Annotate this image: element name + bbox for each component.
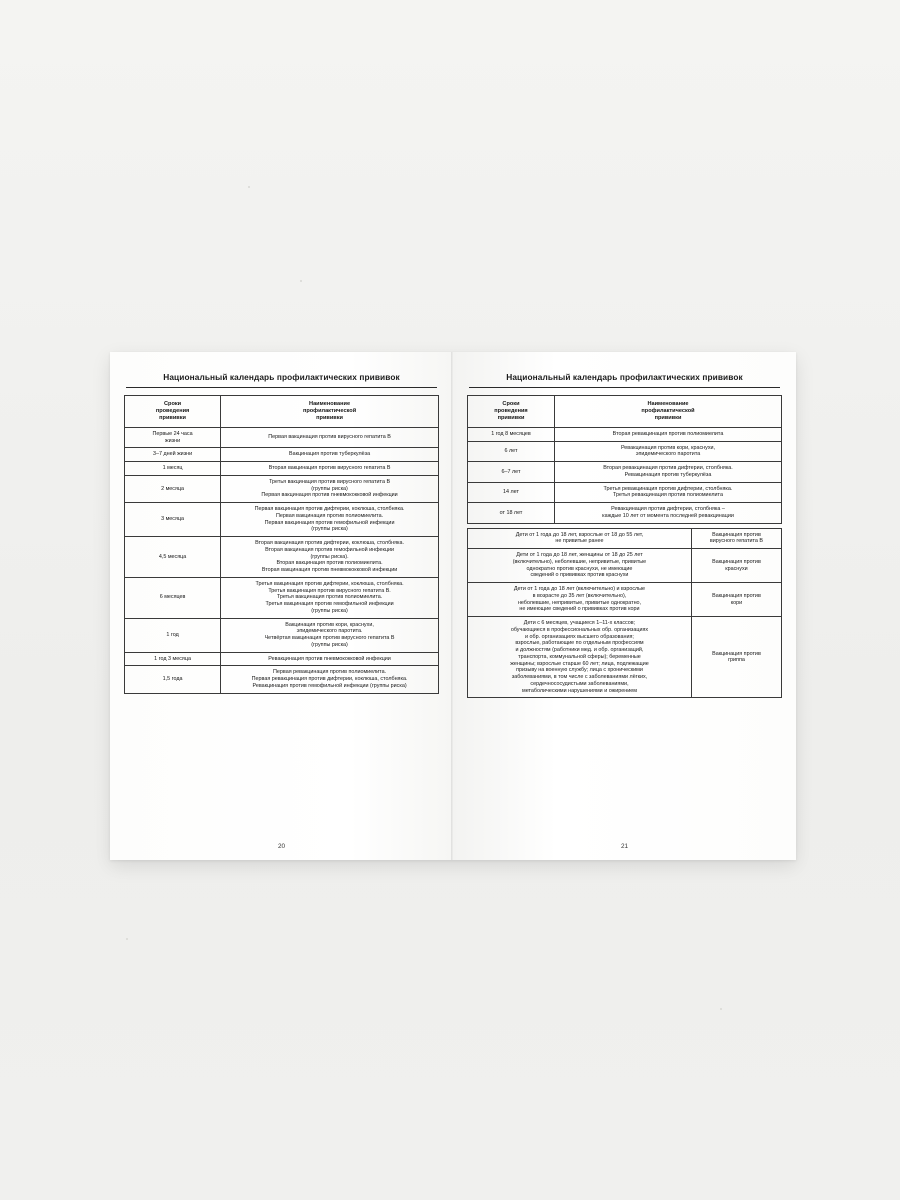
cell-term: от 18 лет (468, 503, 555, 524)
cell-vaccine: Ревакцинация против кори, краснухи, эпидемического паротита (554, 441, 781, 462)
cell-vaccine: Вакцинация против вирусного гепатита В (691, 528, 781, 549)
table-row (468, 462, 782, 483)
cell-group-description: Дети от 1 года до 18 лет, женщины от 18 до 25 лет (включительно), неболевшие, непривитые, привитые однократно против краснухи, не имеющие сведений о прививках против краснухи (468, 549, 692, 583)
cell-vaccine: Вакцинация против кори (691, 583, 781, 617)
cell-term: 3–7 дней жизни (125, 448, 221, 462)
column-header-terms: Сроки проведения прививки (468, 396, 555, 428)
cell-term: 14 лет (468, 482, 555, 503)
cell-vaccine: Вакцинация против кори, краснухи, эпидемического паротита. Четвёртая вакцинация против вирусного гепатита В (группы риска) (221, 618, 439, 652)
cell-term: 1 месяц (125, 462, 221, 476)
cell-term: 1 год (125, 618, 221, 652)
table-row (468, 427, 782, 441)
right-page (453, 352, 796, 860)
vaccination-table-left (124, 395, 439, 694)
cell-vaccine: Третья вакцинация против вирусного гепатита В (группы риска) Первая вакцинация против пневмококковой инфекции (221, 475, 439, 502)
cell-vaccine: Первая ревакцинация против полиомиелита. Первая ревакцинация против дифтерии, коклюша, столбняка. Ревакцинация против гемофильной инфекции (группы риска) (221, 666, 439, 693)
header-line: Сроки (164, 401, 182, 407)
table-row (125, 652, 439, 666)
cell-vaccine: Третья вакцинация против дифтерии, коклюша, столбняка. Третья вакцинация против вирусного гепатита В. Третья вакцинация против полиомиелита. Третья вакцинация против гемофильной инфекции (группы риска) (221, 577, 439, 618)
table-row (125, 427, 439, 448)
background-speck (126, 938, 128, 940)
table-row (468, 503, 782, 524)
table-row (468, 482, 782, 503)
page-title: Национальный календарь профилактических прививок (126, 372, 437, 388)
background-speck (720, 1008, 722, 1010)
table-row (125, 475, 439, 502)
cell-group-description: Дети от 1 года до 18 лет (включительно) и взрослые в возрасте до 35 лет (включительно), неболевшие, непривитые, привитые однократно, не имеющие сведений о прививках против кори (468, 583, 692, 617)
cell-vaccine: Первая вакцинация против дифтерии, коклюша, столбняка. Первая вакцинация против полиомиелита. Первая вакцинация против гемофильной инфекции (группы риска) (221, 503, 439, 537)
cell-term: 2 месяца (125, 475, 221, 502)
page-number-right: 21 (620, 843, 629, 850)
table-row (125, 666, 439, 693)
cell-group-description: Дети с 6 месяцев, учащиеся 1–11-х классов; обучающиеся в профессиональных обр. организациях и обр. организациях высшего образования; взрослые, работающие по отдельным профессиям и должностям (работники мед. и обр. организаций, транспорта, коммунальной сферы); беременные женщины; взрослые старше 60 лет; лица, подлежащие призыву на военную службу; лица с хроническими заболеваниями, в том числе с заболеваниями лёгких, сердечнососудистыми заболеваниями, метаболическими нарушениями и ожирением (468, 617, 692, 698)
table-row (468, 528, 782, 549)
header-line: проведения (155, 407, 190, 414)
header-line: профилактической (302, 407, 357, 414)
page-number-left: 20 (277, 843, 286, 850)
cell-term: 6 лет (468, 441, 555, 462)
background-speck (300, 280, 302, 282)
background-speck (248, 186, 250, 188)
risk-group-table (467, 528, 782, 699)
table-header-row (468, 396, 782, 428)
booklet (110, 352, 796, 860)
page-title: Национальный календарь профилактических прививок (469, 372, 780, 388)
table-row (125, 503, 439, 537)
table-row (468, 441, 782, 462)
cell-term: 4,5 месяца (125, 537, 221, 578)
cell-vaccine: Вторая ревакцинация против дифтерии, столбняка. Ревакцинация против туберкулёза (554, 462, 781, 483)
cell-vaccine: Ревакцинация против дифтерии, столбняка – каждые 10 лет от момента последней ревакцинации (554, 503, 781, 524)
cell-term: 1 год 3 месяца (125, 652, 221, 666)
column-header-vaccine-name: Наименование профилактической прививки (554, 396, 781, 428)
cell-vaccine: Вакцинация против гриппа (691, 617, 781, 698)
column-header-terms (125, 396, 221, 428)
cell-vaccine: Вторая вакцинация против вирусного гепатита В (221, 462, 439, 476)
header-line: Наименование (309, 401, 351, 407)
cell-vaccine: Вторая ревакцинация против полиомиелита (554, 427, 781, 441)
cell-term: 1 год 8 месяцев (468, 427, 555, 441)
table-row (125, 448, 439, 462)
cell-term: 1,5 года (125, 666, 221, 693)
left-page (110, 352, 453, 860)
column-header-vaccine-name (221, 396, 439, 428)
cell-term: Первые 24 часа жизни (125, 427, 221, 448)
vaccination-table-right (467, 395, 782, 524)
cell-group-description: Дети от 1 года до 18 лет, взрослые от 18 до 55 лет, не привитые ранее (468, 528, 692, 549)
cell-vaccine: Первая вакцинация против вирусного гепатита В (221, 427, 439, 448)
cell-term: 6–7 лет (468, 462, 555, 483)
cell-term: 3 месяца (125, 503, 221, 537)
cell-vaccine: Вакцинация против туберкулёза (221, 448, 439, 462)
cell-vaccine: Вторая вакцинация против дифтерии, коклюша, столбняка. Вторая вакцинация против гемофильной инфекции (группы риска). Вторая вакцинация против полиомиелита. Вторая вакцинация против пневмококковой инфекции (221, 537, 439, 578)
header-line: прививки (159, 414, 186, 421)
table-row (468, 549, 782, 583)
table-row (125, 577, 439, 618)
table-header-row (125, 396, 439, 428)
cell-vaccine: Третья ревакцинация против дифтерии, столбняка. Третья ревакцинация против полиомиелита (554, 482, 781, 503)
cell-vaccine: Вакцинация против краснухи (691, 549, 781, 583)
cell-term: 6 месяцев (125, 577, 221, 618)
table-row (468, 583, 782, 617)
table-row (125, 537, 439, 578)
table-row (125, 618, 439, 652)
header-line: прививки (316, 414, 343, 421)
cell-vaccine: Ревакцинация против пневмококковой инфекции (221, 652, 439, 666)
table-row (125, 462, 439, 476)
table-row (468, 617, 782, 698)
